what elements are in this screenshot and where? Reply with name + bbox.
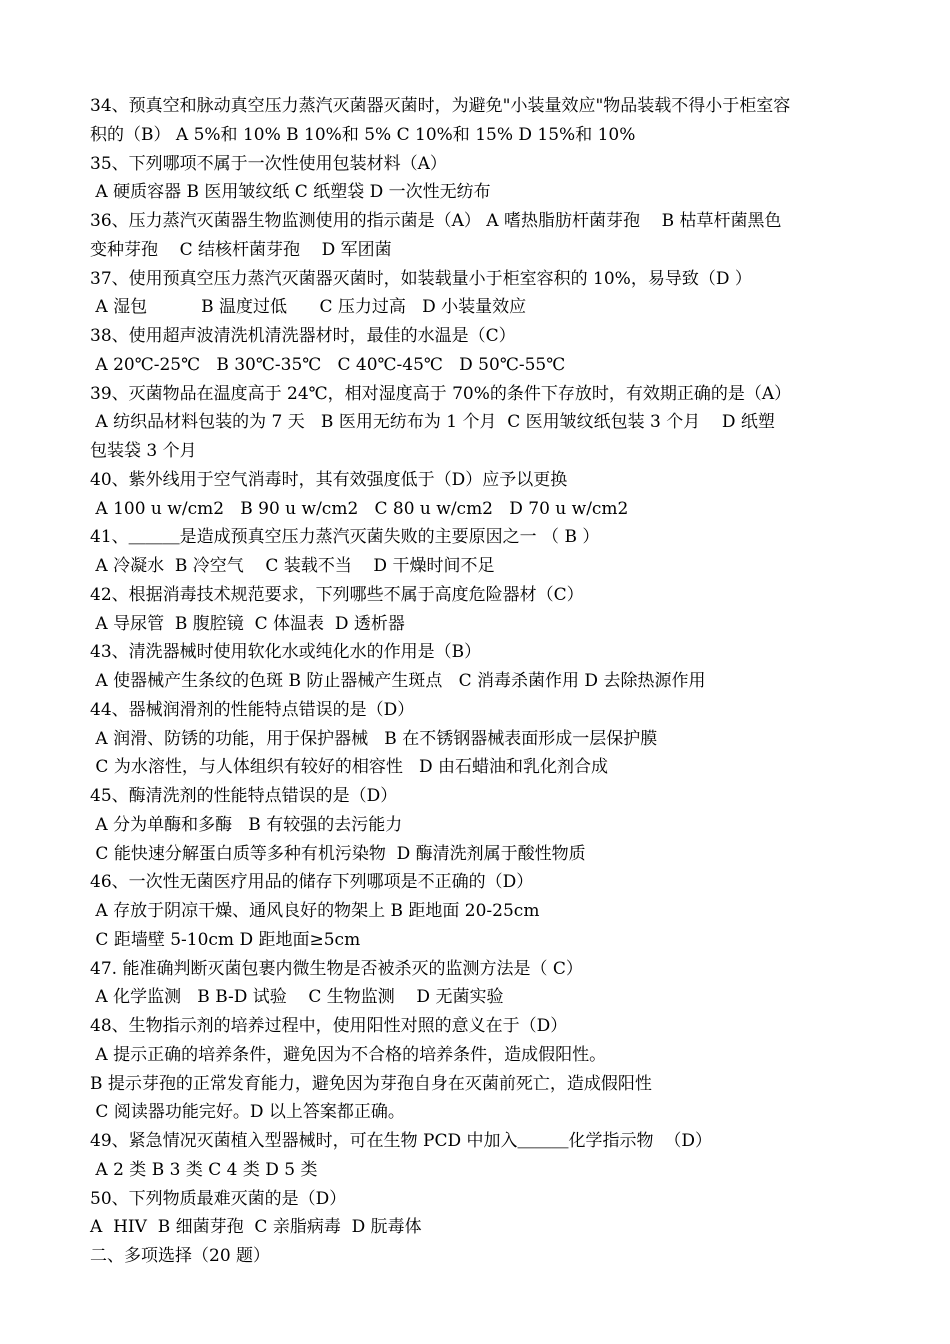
text-line: A 分为单酶和多酶 B 有较强的去污能力 — [90, 814, 403, 835]
text-line: 49、紧急情况灭菌植入型器械时，可在生物 PCD 中加入＿＿＿化学指示物 （D） — [90, 1131, 712, 1151]
text-line: B 提示芽孢的正常发育能力，避免因为芽孢自身在灭菌前死亡，造成假阳性 — [90, 1073, 652, 1094]
text-line: A 硬质容器 B 医用皱纹纸 C 纸塑袋 D 一次性无纺布 — [90, 182, 491, 203]
text-line: 36、压力蒸汽灭菌器生物监测使用的指示菌是（A） A 嗜热脂肪杆菌芽孢 B 枯草杆菌黑色 — [90, 211, 782, 231]
text-line: A 提示正确的培养条件，避免因为不合格的培养条件，造成假阳性。 — [90, 1044, 607, 1065]
section-heading: 二、多项选择（20 题） — [90, 1246, 271, 1266]
text-line: 34、预真空和脉动真空压力蒸汽灭菌器灭菌时，为避免"小装量效应"物品装载不得小于柜室容 — [90, 96, 791, 116]
text-line: 积的（B） A 5%和 10% B 10%和 5% C 10%和 15% D 15%和 10% — [90, 124, 636, 145]
text-line: 39、灭菌物品在温度高于 24℃，相对湿度高于 70%的条件下存放时，有效期正确的是（A） — [90, 383, 792, 404]
text-line: 42、根据消毒技术规范要求，下列哪些不属于高度危险器材（C） — [90, 584, 584, 605]
text-line: 43、清洗器械时使用软化水或纯化水的作用是（B） — [90, 642, 482, 663]
text-line: A 2 类 B 3 类 C 4 类 D 5 类 — [90, 1159, 318, 1180]
text-line: 38、使用超声波清洗机清洗器材时，最佳的水温是（C） — [90, 326, 516, 346]
text-line: 40、紫外线用于空气消毒时，其有效强度低于（D）应予以更换 — [90, 469, 568, 490]
text-line: C 距墙壁 5-10cm D 距地面≥5cm — [90, 929, 361, 950]
text-line: A HIV B 细菌芽孢 C 亲脂病毒 D 朊毒体 — [90, 1217, 422, 1238]
text-line: A 化学监测 B B-D 试验 C 生物监测 D 无菌实验 — [90, 987, 504, 1008]
text-line: A 冷凝水 B 冷空气 C 装载不当 D 干燥时间不足 — [90, 556, 495, 576]
text-line: A 湿包 B 温度过低 C 压力过高 D 小装量效应 — [90, 297, 527, 318]
text-line: C 阅读器功能完好。D 以上答案都正确。 — [90, 1102, 405, 1123]
text-line: A 存放于阴凉干燥、通风良好的物架上 B 距地面 20-25cm — [90, 901, 540, 921]
text-line: 47. 能准确判断灭菌包裹内微生物是否被杀灭的监测方法是（ C） — [90, 958, 583, 979]
document-page — [90, 92, 880, 1271]
text-line: 44、器械润滑剂的性能特点错误的是（D） — [90, 699, 415, 720]
text-line: C 能快速分解蛋白质等多种有机污染物 D 酶清洗剂属于酸性物质 — [90, 843, 586, 864]
text-line: A 润滑、防锈的功能，用于保护器械 B 在不锈钢器械表面形成一层保护膜 — [90, 728, 658, 749]
text-line: C 为水溶性，与人体组织有较好的相容性 D 由石蜡油和乳化剂合成 — [90, 757, 609, 778]
text-line: A 100 u w/cm2 B 90 u w/cm2 C 80 u w/cm2 D 70 u w/cm2 — [90, 498, 629, 519]
text-line: 46、一次性无菌医疗用品的储存下列哪项是不正确的（D） — [90, 872, 534, 893]
text-line: 37、使用预真空压力蒸汽灭菌器灭菌时，如装载量小于柜室容积的 10%，易导致（D ） — [90, 268, 752, 289]
text-line: 50、下列物质最难灭菌的是（D） — [90, 1188, 347, 1209]
text-line: A 20℃-25℃ B 30℃-35℃ C 40℃-45℃ D 50℃-55℃ — [90, 354, 566, 375]
text-line: A 使器械产生条纹的色斑 B 防止器械产生斑点 C 消毒杀菌作用 D 去除热源作用 — [90, 671, 706, 691]
text-line: 包装袋 3 个月 — [90, 441, 197, 461]
text-line: 45、酶清洗剂的性能特点错误的是（D） — [90, 786, 398, 806]
text-line: 41、＿＿＿是造成预真空压力蒸汽灭菌失败的主要原因之一 （ B ） — [90, 527, 600, 548]
text-line: 变种芽孢 C 结核杆菌芽孢 D 军团菌 — [90, 239, 392, 260]
text-line: 35、下列哪项不属于一次性使用包装材料（A） — [90, 153, 447, 174]
text-line: A 纺织品材料包装的为 7 天 B 医用无纺布为 1 个月 C 医用皱纹纸包装 3 个月 D 纸塑 — [90, 412, 775, 433]
text-line: 48、生物指示剂的培养过程中，使用阳性对照的意义在于（D） — [90, 1016, 568, 1036]
text-line: A 导尿管 B 腹腔镜 C 体温表 D 透析器 — [90, 613, 405, 634]
